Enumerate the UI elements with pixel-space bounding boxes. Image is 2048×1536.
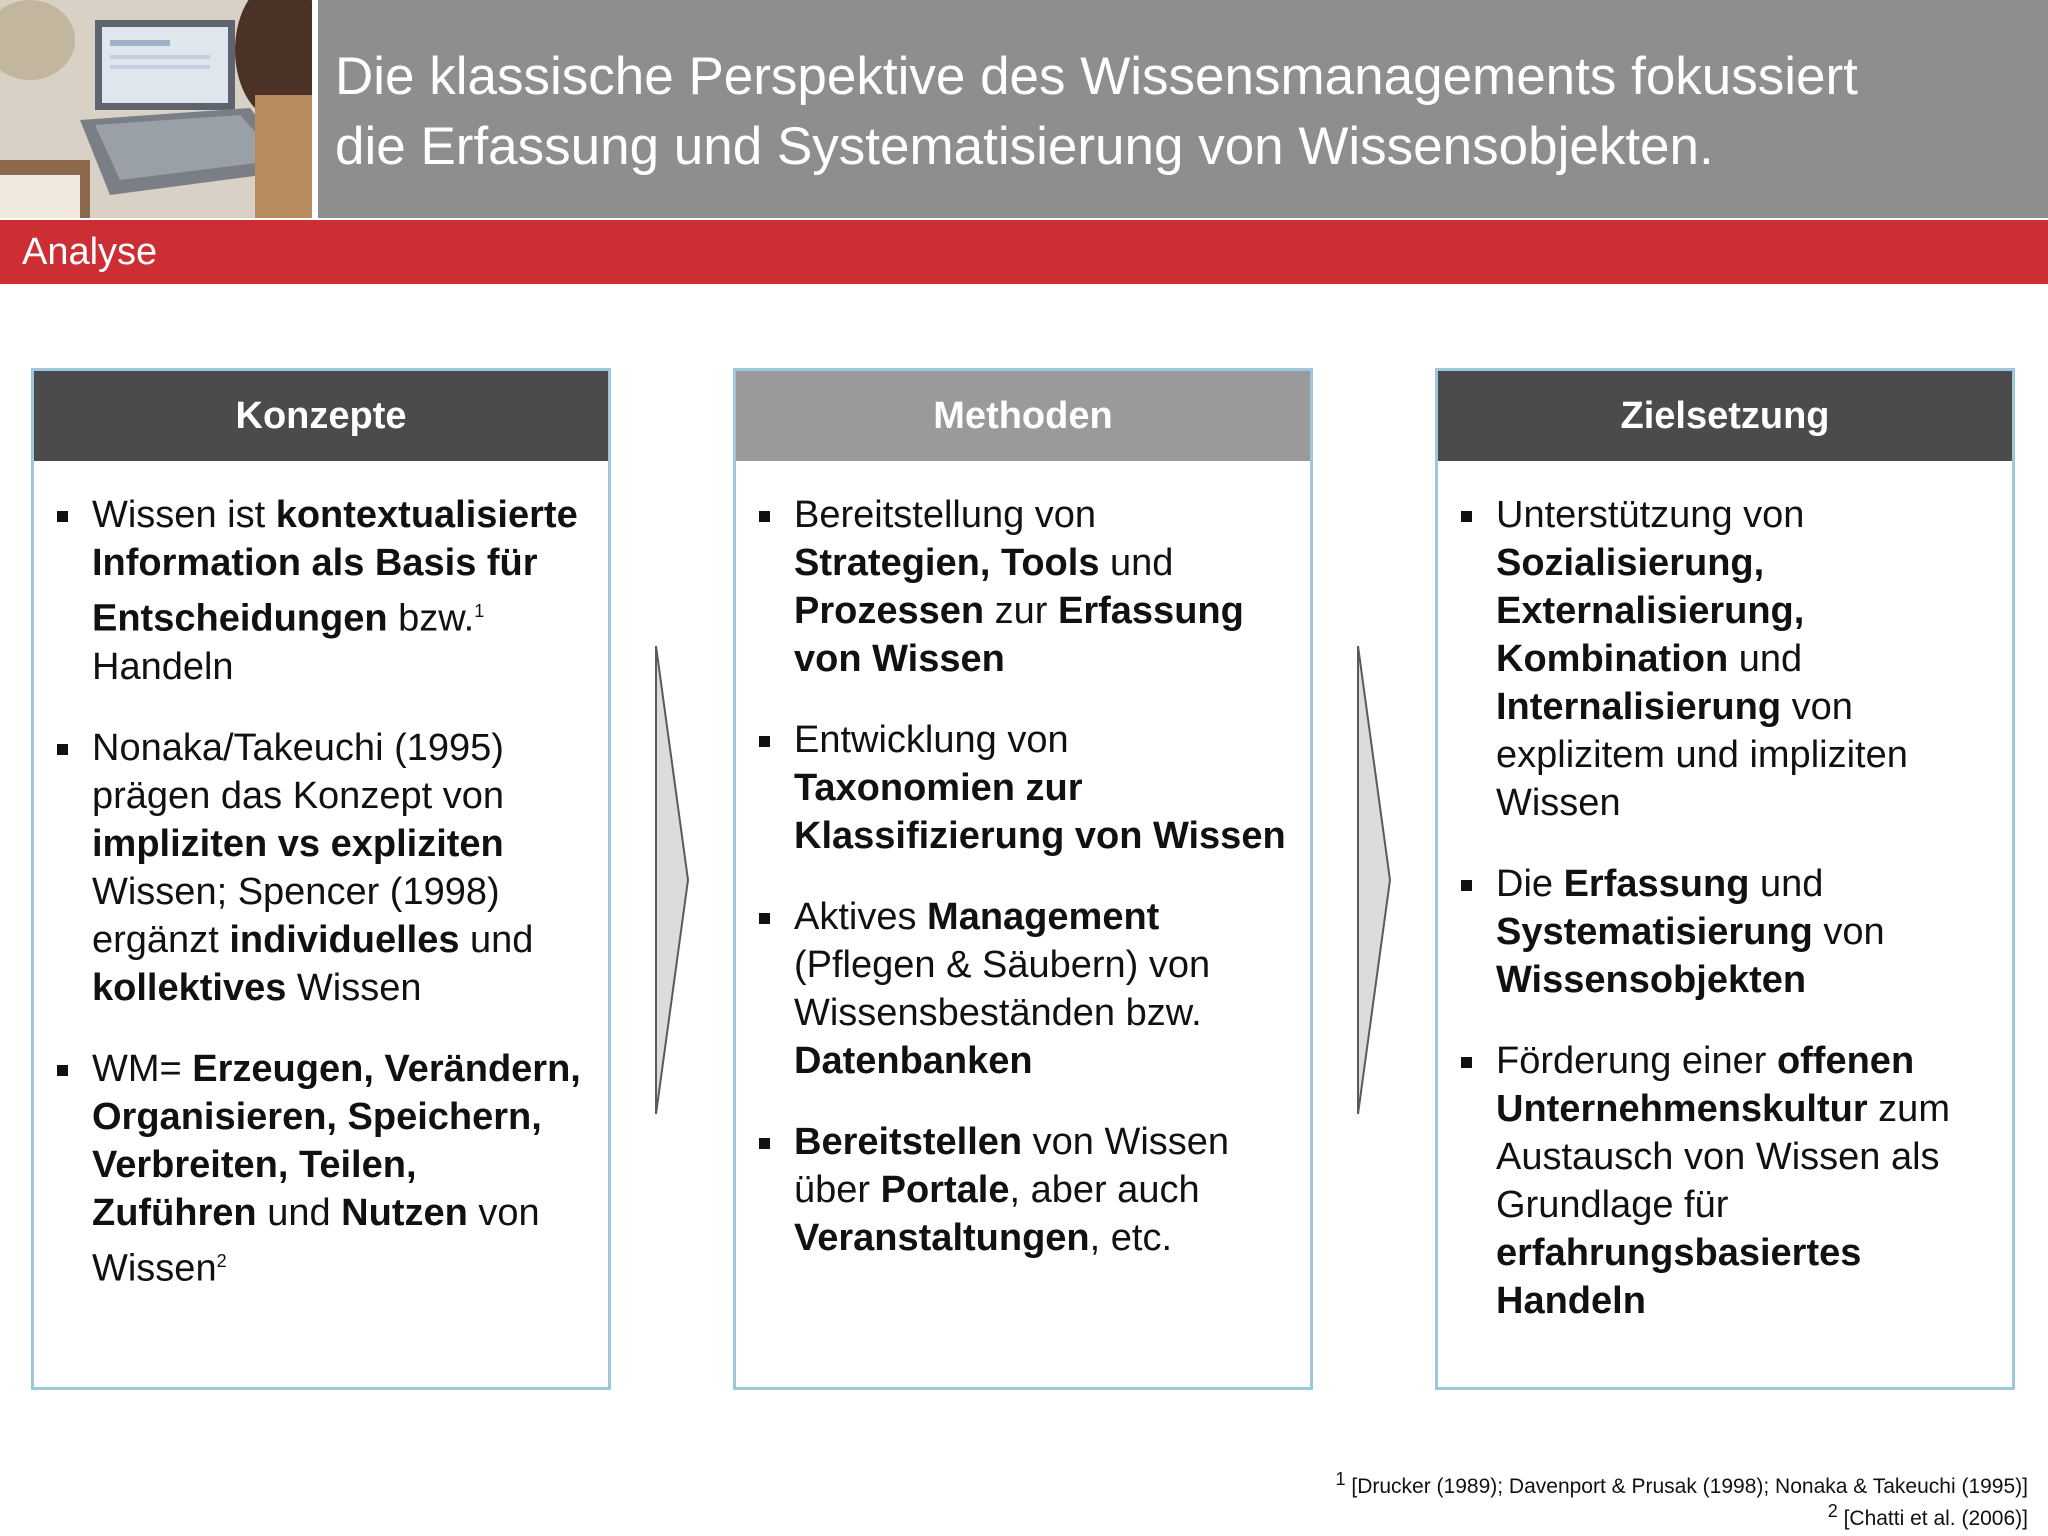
text-run: bzw. — [387, 597, 475, 640]
column-heading: Konzepte — [34, 371, 608, 461]
text-run: und — [459, 918, 534, 961]
emphasis-text: Datenbanken — [794, 1040, 1033, 1082]
text-run: und — [256, 1191, 342, 1234]
emphasis-text: impliziten vs expliziten — [92, 822, 504, 865]
emphasis-text: offenen Unternehmenskultur — [1496, 1040, 1915, 1130]
footnote-text: [Drucker (1989); Davenport & Prusak (1998); Nonaka & Takeuchi (1995)] — [1351, 1475, 2028, 1498]
text-run: Nonaka/Takeuchi (1995) prägen das Konzept von — [92, 726, 504, 817]
column-konzepte — [31, 368, 611, 1390]
text-run: Förderung einer — [1496, 1040, 1777, 1082]
emphasis-text: Portale — [880, 1169, 1010, 1211]
chevron-arrow-icon — [1352, 640, 1392, 1120]
text-run: und — [1749, 863, 1824, 905]
emphasis-text: kontextualisierte Information als Basis für Entscheidungen — [92, 494, 578, 640]
emphasis-text: Systematisierung — [1496, 911, 1813, 953]
emphasis-text: Taxonomien zur Klassifizierung von Wissen — [794, 767, 1286, 857]
emphasis-text: Erfassung von Wissen — [794, 590, 1244, 680]
text-run: und — [1099, 542, 1174, 584]
bullet-item — [1496, 1037, 1992, 1325]
bullet-item — [92, 724, 588, 1012]
bullet-item — [794, 1118, 1290, 1262]
text-run: und — [1728, 638, 1803, 680]
column-heading: Methoden — [736, 371, 1310, 461]
text-run: von Wissen — [92, 1191, 540, 1290]
text-run: Wissen ist — [92, 494, 276, 536]
text-run: Die — [1496, 863, 1564, 905]
text-run: von — [1812, 911, 1885, 953]
text-run: zum Austausch von Wissen als Grundlage für — [1496, 1088, 1950, 1226]
footnote-ref: 1 — [474, 601, 485, 621]
text-run: WM= — [92, 1047, 193, 1090]
footnote-ref: 2 — [216, 1250, 227, 1271]
chevron-arrow-icon — [650, 640, 690, 1120]
emphasis-text: Nutzen — [341, 1191, 468, 1234]
footnote-number: 2 — [1827, 1501, 1838, 1521]
header-photo — [0, 0, 312, 218]
emphasis-text: Prozessen — [794, 590, 985, 632]
bullet-item — [794, 716, 1290, 860]
text-run: (Pflegen & Säubern) von Wissensbeständen bzw. — [794, 944, 1211, 1034]
column-zielsetzung — [1435, 368, 2015, 1390]
text-run: Entwicklung von — [794, 719, 1069, 761]
column-list — [1438, 461, 2012, 1325]
text-run: Aktives — [794, 896, 928, 938]
emphasis-text: Sozialisierung, Externalisierung, Kombination — [1496, 542, 1805, 680]
emphasis-text: Bereitstellen — [794, 1121, 1023, 1163]
section-label: Analyse — [22, 231, 158, 273]
column-methoden — [733, 368, 1313, 1390]
text-run: Unterstützung von — [1496, 494, 1805, 536]
bullet-item — [1496, 491, 1992, 827]
text-run: von explizitem und impliziten Wissen — [1496, 686, 1908, 824]
text-run: Wissen; Spencer (1998) ergänzt — [92, 870, 500, 961]
footnote-2 — [1828, 1499, 2028, 1531]
emphasis-text: individuelles — [229, 918, 460, 961]
section-bar — [0, 220, 2048, 284]
emphasis-text: Erzeugen, Verändern, Organisieren, Speichern, Verbreiten, Teilen, Zuführen — [92, 1047, 581, 1234]
bullet-item — [92, 1045, 588, 1293]
text-run: , etc. — [1089, 1217, 1173, 1259]
emphasis-text: erfahrungsbasiertes Handeln — [1496, 1232, 1862, 1322]
footnote-text: [Chatti et al. (2006)] — [1843, 1507, 2028, 1530]
emphasis-text: Erfassung — [1563, 863, 1750, 905]
column-list — [736, 461, 1310, 1262]
bullet-item — [794, 893, 1290, 1085]
bullet-item — [92, 491, 588, 691]
emphasis-text: Internalisierung — [1496, 686, 1782, 728]
text-run: , aber auch — [1009, 1169, 1200, 1211]
text-run: von Wissen über — [794, 1121, 1230, 1211]
emphasis-text: Wissensobjekten — [1496, 959, 1807, 1001]
emphasis-text: Management — [927, 896, 1160, 938]
text-run: zur — [984, 590, 1058, 632]
page-title — [335, 42, 2015, 182]
footnote-number: 1 — [1335, 1469, 1346, 1489]
column-heading: Zielsetzung — [1438, 371, 2012, 461]
laptop-photo-illustration — [0, 0, 312, 218]
footnote-1 — [1336, 1467, 2028, 1499]
bullet-item — [794, 491, 1290, 683]
text-run: Wissen — [286, 966, 422, 1009]
bullet-item — [1496, 860, 1992, 1004]
emphasis-text: Strategien, Tools — [794, 542, 1100, 584]
text-run: Bereitstellung von — [794, 494, 1097, 536]
title-line-2: die Erfassung und Systematisierung von Wissensobjekten. — [335, 117, 1714, 176]
column-list — [34, 461, 608, 1292]
emphasis-text: Veranstaltungen — [794, 1217, 1090, 1259]
text-run: Handeln — [92, 645, 234, 688]
emphasis-text: kollektives — [92, 966, 287, 1009]
title-line-1: Die klassische Perspektive des Wissensmanagements fokussiert — [335, 47, 1858, 106]
